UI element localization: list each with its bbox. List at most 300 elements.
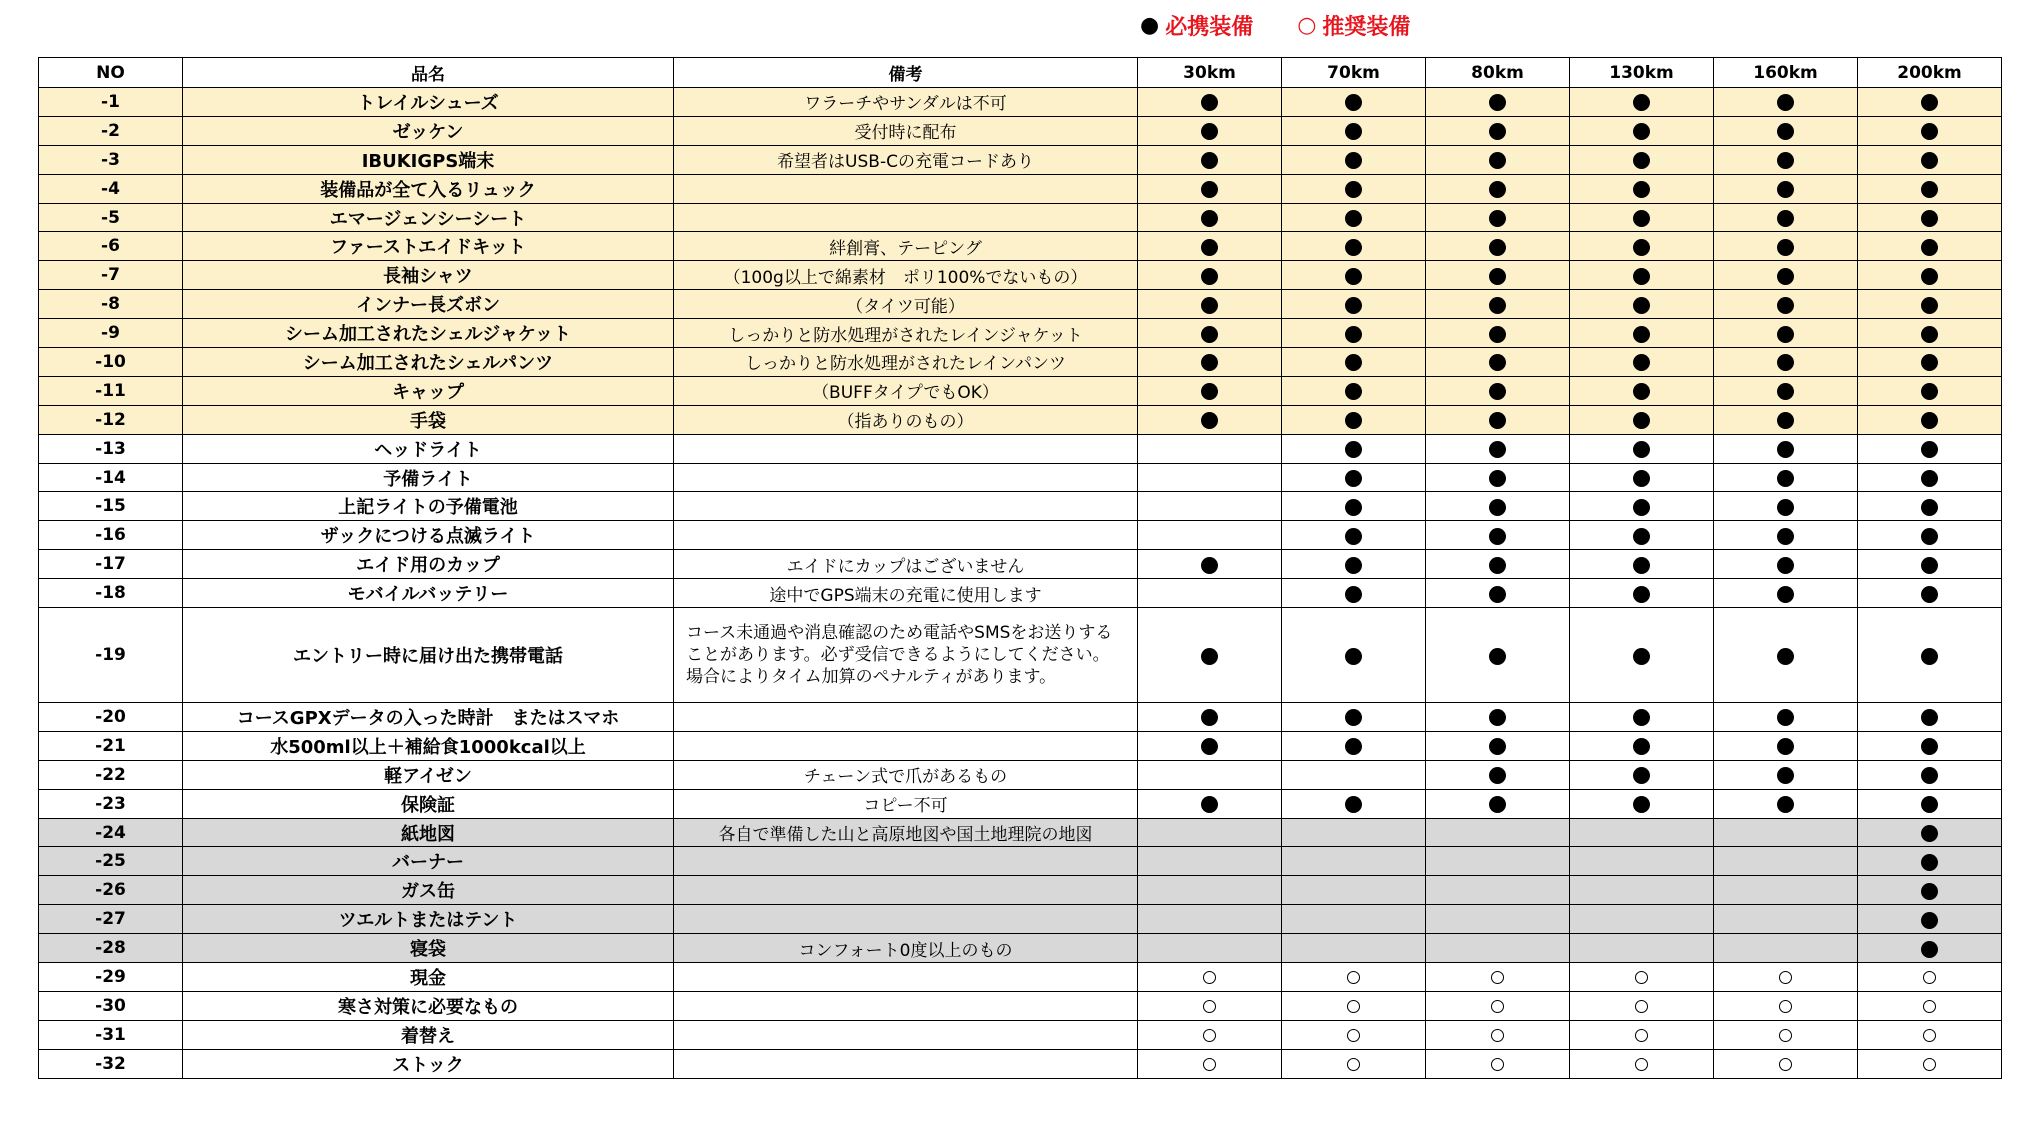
recommended-circle-icon [1779, 1000, 1792, 1013]
table-row [39, 174, 2002, 203]
distance-cell [1570, 789, 1714, 818]
required-dot-icon [1489, 297, 1506, 314]
item-note [674, 521, 1138, 550]
required-dot-icon [1633, 152, 1650, 169]
item-number: -12 [39, 405, 183, 434]
distance-cell [1426, 731, 1570, 760]
required-dot-icon [1777, 648, 1794, 665]
distance-cell [1858, 116, 2002, 145]
item-number: -29 [39, 963, 183, 992]
item-note [674, 463, 1138, 492]
distance-cell [1858, 703, 2002, 732]
required-dot-icon [1921, 354, 1938, 371]
distance-cell [1858, 905, 2002, 934]
distance-cell [1570, 991, 1714, 1020]
item-number: -4 [39, 174, 183, 203]
table-row [39, 789, 2002, 818]
item-number: -10 [39, 348, 183, 377]
item-name: ツエルトまたはテント [183, 905, 674, 934]
required-dot-icon [1921, 796, 1938, 813]
legend-recommended [1297, 10, 1410, 41]
distance-cell [1426, 232, 1570, 261]
item-name: ガス缶 [183, 876, 674, 905]
distance-cell [1714, 521, 1858, 550]
required-dot-icon [1633, 412, 1650, 429]
distance-cell [1138, 579, 1282, 608]
distance-cell [1138, 818, 1282, 847]
distance-cell [1570, 818, 1714, 847]
distance-cell [1570, 174, 1714, 203]
distance-cell [1426, 174, 1570, 203]
required-dot-icon [1201, 123, 1218, 140]
required-dot-icon [1921, 648, 1938, 665]
item-name: ザックにつける点滅ライト [183, 521, 674, 550]
required-dot-icon [1633, 499, 1650, 516]
recommended-circle-icon [1635, 1058, 1648, 1071]
required-dot-icon [1921, 941, 1938, 958]
distance-cell [1570, 521, 1714, 550]
distance-cell [1858, 934, 2002, 963]
required-dot-icon [1345, 796, 1362, 813]
distance-cell [1138, 963, 1282, 992]
distance-cell [1426, 145, 1570, 174]
distance-cell [1858, 376, 2002, 405]
distance-cell [1282, 1020, 1426, 1049]
distance-cell [1858, 405, 2002, 434]
item-name: ストック [183, 1049, 674, 1078]
recommended-circle-icon [1635, 1000, 1648, 1013]
required-dot-icon [1345, 239, 1362, 256]
item-number: -6 [39, 232, 183, 261]
required-dot-icon [1489, 796, 1506, 813]
required-dot-icon [1201, 268, 1218, 285]
distance-cell [1426, 116, 1570, 145]
distance-cell [1714, 760, 1858, 789]
item-name: 予備ライト [183, 463, 674, 492]
item-note [674, 963, 1138, 992]
required-dot-icon [1201, 94, 1218, 111]
distance-cell [1858, 261, 2002, 290]
required-dot-icon [1201, 181, 1218, 198]
required-dot-icon [1921, 557, 1938, 574]
required-dot-icon [1633, 441, 1650, 458]
distance-cell [1714, 261, 1858, 290]
required-dot-icon [1489, 528, 1506, 545]
required-dot-icon [1777, 709, 1794, 726]
distance-cell [1282, 319, 1426, 348]
required-dot-icon [1345, 123, 1362, 140]
recommended-circle-icon [1347, 1000, 1360, 1013]
table-row [39, 905, 2002, 934]
recommended-circle-icon [1635, 971, 1648, 984]
required-dot-icon [1489, 738, 1506, 755]
distance-cell [1282, 760, 1426, 789]
distance-cell [1714, 847, 1858, 876]
required-dot-icon [1489, 181, 1506, 198]
required-dot-icon [1201, 557, 1218, 574]
recommended-circle-icon [1203, 1000, 1216, 1013]
distance-cell [1426, 261, 1570, 290]
table-row [39, 1020, 2002, 1049]
item-name: モバイルバッテリー [183, 579, 674, 608]
open-circle-icon: ○ [1297, 13, 1317, 38]
required-dot-icon [1777, 441, 1794, 458]
distance-cell [1138, 116, 1282, 145]
item-note [674, 203, 1138, 232]
distance-cell [1282, 731, 1426, 760]
required-dot-icon [1345, 326, 1362, 343]
required-dot-icon [1345, 383, 1362, 400]
required-dot-icon [1777, 383, 1794, 400]
distance-cell [1282, 847, 1426, 876]
item-number: -21 [39, 731, 183, 760]
table-row [39, 579, 2002, 608]
distance-cell [1570, 376, 1714, 405]
table-row [39, 376, 2002, 405]
item-note: コピー不可 [674, 789, 1138, 818]
required-dot-icon [1633, 767, 1650, 784]
distance-cell [1858, 876, 2002, 905]
distance-cell [1282, 789, 1426, 818]
item-number: -11 [39, 376, 183, 405]
distance-cell [1138, 760, 1282, 789]
required-dot-icon [1345, 210, 1362, 227]
required-dot-icon [1777, 557, 1794, 574]
distance-cell [1570, 876, 1714, 905]
table-body [39, 88, 2002, 1079]
distance-cell [1858, 145, 2002, 174]
recommended-circle-icon [1779, 1058, 1792, 1071]
item-name: エマージェンシーシート [183, 203, 674, 232]
distance-cell [1138, 934, 1282, 963]
item-name: ゼッケン [183, 116, 674, 145]
distance-cell [1570, 760, 1714, 789]
item-number: -7 [39, 261, 183, 290]
required-dot-icon [1921, 239, 1938, 256]
distance-cell [1570, 905, 1714, 934]
required-dot-icon [1921, 912, 1938, 929]
equipment-table [38, 57, 2002, 1079]
distance-cell [1714, 174, 1858, 203]
required-dot-icon [1345, 738, 1362, 755]
required-dot-icon [1489, 94, 1506, 111]
required-dot-icon [1201, 297, 1218, 314]
distance-cell [1138, 463, 1282, 492]
distance-cell [1138, 319, 1282, 348]
distance-cell [1282, 145, 1426, 174]
required-dot-icon [1345, 557, 1362, 574]
item-number: -18 [39, 579, 183, 608]
required-dot-icon [1345, 152, 1362, 169]
item-number: -5 [39, 203, 183, 232]
distance-cell [1858, 203, 2002, 232]
distance-cell [1858, 818, 2002, 847]
item-number: -13 [39, 434, 183, 463]
table-row [39, 550, 2002, 579]
item-note [674, 731, 1138, 760]
distance-cell [1714, 203, 1858, 232]
distance-cell [1570, 1020, 1714, 1049]
distance-cell [1858, 847, 2002, 876]
distance-cell [1138, 376, 1282, 405]
distance-cell [1426, 579, 1570, 608]
distance-cell [1570, 261, 1714, 290]
recommended-circle-icon [1923, 1000, 1936, 1013]
item-name: 寝袋 [183, 934, 674, 963]
distance-cell [1570, 847, 1714, 876]
required-dot-icon [1633, 123, 1650, 140]
distance-cell [1426, 376, 1570, 405]
table-row [39, 521, 2002, 550]
distance-cell [1282, 376, 1426, 405]
item-number: -28 [39, 934, 183, 963]
required-dot-icon [1777, 796, 1794, 813]
required-dot-icon [1201, 738, 1218, 755]
item-note: （BUFFタイプでもOK） [674, 376, 1138, 405]
distance-cell [1282, 116, 1426, 145]
recommended-circle-icon [1203, 971, 1216, 984]
required-dot-icon [1921, 883, 1938, 900]
table-row [39, 88, 2002, 117]
distance-cell [1138, 1020, 1282, 1049]
required-dot-icon [1921, 326, 1938, 343]
recommended-circle-icon [1779, 971, 1792, 984]
recommended-circle-icon [1923, 1058, 1936, 1071]
distance-cell [1138, 348, 1282, 377]
item-name: 着替え [183, 1020, 674, 1049]
distance-cell [1282, 174, 1426, 203]
table-row [39, 818, 2002, 847]
required-dot-icon [1777, 586, 1794, 603]
distance-cell [1570, 405, 1714, 434]
item-note: しっかりと防水処理がされたレインパンツ [674, 348, 1138, 377]
distance-cell [1570, 492, 1714, 521]
item-name: ファーストエイドキット [183, 232, 674, 261]
item-note: ワラーチやサンダルは不可 [674, 88, 1138, 117]
header-note: 備考 [674, 58, 1138, 88]
table-row [39, 290, 2002, 319]
required-dot-icon [1777, 94, 1794, 111]
distance-cell [1858, 290, 2002, 319]
item-note [674, 703, 1138, 732]
distance-cell [1570, 88, 1714, 117]
recommended-circle-icon [1491, 1000, 1504, 1013]
item-note [674, 847, 1138, 876]
item-note: （100g以上で綿素材 ポリ100%でないもの） [674, 261, 1138, 290]
item-number: -3 [39, 145, 183, 174]
required-dot-icon [1921, 268, 1938, 285]
distance-cell [1282, 232, 1426, 261]
required-dot-icon [1489, 268, 1506, 285]
required-dot-icon [1777, 412, 1794, 429]
distance-cell [1570, 232, 1714, 261]
distance-cell [1282, 963, 1426, 992]
required-dot-icon [1489, 767, 1506, 784]
required-dot-icon [1201, 648, 1218, 665]
required-dot-icon [1489, 123, 1506, 140]
item-note: 受付時に配布 [674, 116, 1138, 145]
required-dot-icon [1489, 648, 1506, 665]
recommended-circle-icon [1203, 1029, 1216, 1042]
distance-cell [1138, 492, 1282, 521]
required-dot-icon [1489, 470, 1506, 487]
required-dot-icon [1489, 326, 1506, 343]
required-dot-icon [1633, 210, 1650, 227]
distance-cell [1282, 261, 1426, 290]
required-dot-icon [1777, 239, 1794, 256]
distance-cell [1858, 991, 2002, 1020]
distance-cell [1138, 521, 1282, 550]
legend-required-label: 必携装備 [1165, 15, 1254, 40]
distance-cell [1426, 905, 1570, 934]
required-dot-icon [1921, 297, 1938, 314]
required-dot-icon [1777, 152, 1794, 169]
recommended-circle-icon [1347, 1029, 1360, 1042]
distance-cell [1426, 847, 1570, 876]
required-dot-icon [1633, 796, 1650, 813]
item-name: 紙地図 [183, 818, 674, 847]
distance-cell [1714, 376, 1858, 405]
required-dot-icon [1489, 383, 1506, 400]
item-number: -16 [39, 521, 183, 550]
distance-cell [1426, 789, 1570, 818]
item-note [674, 876, 1138, 905]
distance-cell [1282, 934, 1426, 963]
required-dot-icon [1633, 738, 1650, 755]
required-dot-icon [1345, 499, 1362, 516]
required-dot-icon [1921, 528, 1938, 545]
distance-cell [1426, 319, 1570, 348]
distance-cell [1138, 174, 1282, 203]
distance-cell [1426, 876, 1570, 905]
required-dot-icon [1345, 470, 1362, 487]
item-number: -31 [39, 1020, 183, 1049]
distance-cell [1570, 703, 1714, 732]
legend-recommended-label: 推奨装備 [1322, 15, 1411, 40]
required-dot-icon [1921, 181, 1938, 198]
table-row [39, 232, 2002, 261]
distance-cell [1714, 492, 1858, 521]
item-name: 現金 [183, 963, 674, 992]
required-dot-icon [1345, 94, 1362, 111]
required-dot-icon [1921, 441, 1938, 458]
table-row [39, 608, 2002, 703]
distance-cell [1426, 818, 1570, 847]
distance-cell [1570, 319, 1714, 348]
distance-cell [1714, 434, 1858, 463]
distance-cell [1426, 290, 1570, 319]
required-dot-icon [1633, 709, 1650, 726]
table-row [39, 203, 2002, 232]
distance-cell [1714, 116, 1858, 145]
item-note: 希望者はUSB-Cの充電コードあり [674, 145, 1138, 174]
recommended-circle-icon [1491, 971, 1504, 984]
distance-cell [1426, 521, 1570, 550]
item-note: エイドにカップはございません [674, 550, 1138, 579]
required-dot-icon [1777, 499, 1794, 516]
item-note: コンフォート0度以上のもの [674, 934, 1138, 963]
header-name: 品名 [183, 58, 674, 88]
header-distance: 80km [1426, 58, 1570, 88]
distance-cell [1138, 608, 1282, 703]
item-name: エイド用のカップ [183, 550, 674, 579]
distance-cell [1138, 405, 1282, 434]
required-dot-icon [1633, 470, 1650, 487]
required-dot-icon [1921, 709, 1938, 726]
header-distance: 130km [1570, 58, 1714, 88]
distance-cell [1714, 1049, 1858, 1078]
item-name: シーム加工されたシェルパンツ [183, 348, 674, 377]
distance-cell [1714, 731, 1858, 760]
item-note: （タイツ可能） [674, 290, 1138, 319]
required-dot-icon [1489, 441, 1506, 458]
required-dot-icon [1201, 354, 1218, 371]
table-row [39, 492, 2002, 521]
required-dot-icon [1777, 123, 1794, 140]
distance-cell [1858, 492, 2002, 521]
required-dot-icon [1777, 297, 1794, 314]
table-row [39, 463, 2002, 492]
required-dot-icon [1921, 152, 1938, 169]
required-dot-icon [1489, 210, 1506, 227]
recommended-circle-icon [1203, 1058, 1216, 1071]
required-dot-icon [1489, 152, 1506, 169]
distance-cell [1714, 348, 1858, 377]
distance-cell [1426, 492, 1570, 521]
item-note: 途中でGPS端末の充電に使用します [674, 579, 1138, 608]
table-row [39, 934, 2002, 963]
table-row [39, 405, 2002, 434]
required-dot-icon [1921, 767, 1938, 784]
item-number: -8 [39, 290, 183, 319]
item-note [674, 492, 1138, 521]
distance-cell [1138, 876, 1282, 905]
item-name: 軽アイゼン [183, 760, 674, 789]
item-name: ヘッドライト [183, 434, 674, 463]
item-name: シーム加工されたシェルジャケット [183, 319, 674, 348]
item-note [674, 1049, 1138, 1078]
distance-cell [1138, 203, 1282, 232]
table-row [39, 348, 2002, 377]
distance-cell [1858, 550, 2002, 579]
required-dot-icon [1633, 586, 1650, 603]
required-dot-icon [1345, 181, 1362, 198]
distance-cell [1570, 463, 1714, 492]
distance-cell [1570, 731, 1714, 760]
item-number: -15 [39, 492, 183, 521]
item-note [674, 905, 1138, 934]
distance-cell [1282, 434, 1426, 463]
table-row [39, 1049, 2002, 1078]
distance-cell [1570, 145, 1714, 174]
table-row [39, 261, 2002, 290]
item-note: コース未通過や消息確認のため電話やSMSをお送りすることがあります。必ず受信できるようにしてください。場合によりタイム加算のペナルティがあります。 [674, 608, 1138, 703]
required-dot-icon [1345, 268, 1362, 285]
distance-cell [1282, 876, 1426, 905]
distance-cell [1570, 963, 1714, 992]
distance-cell [1138, 731, 1282, 760]
table-row [39, 876, 2002, 905]
required-dot-icon [1921, 738, 1938, 755]
required-dot-icon [1489, 239, 1506, 256]
distance-cell [1282, 290, 1426, 319]
required-dot-icon [1345, 648, 1362, 665]
table-row [39, 434, 2002, 463]
item-note [674, 174, 1138, 203]
distance-cell [1858, 760, 2002, 789]
item-name: 水500ml以上＋補給食1000kcal以上 [183, 731, 674, 760]
item-number: -14 [39, 463, 183, 492]
